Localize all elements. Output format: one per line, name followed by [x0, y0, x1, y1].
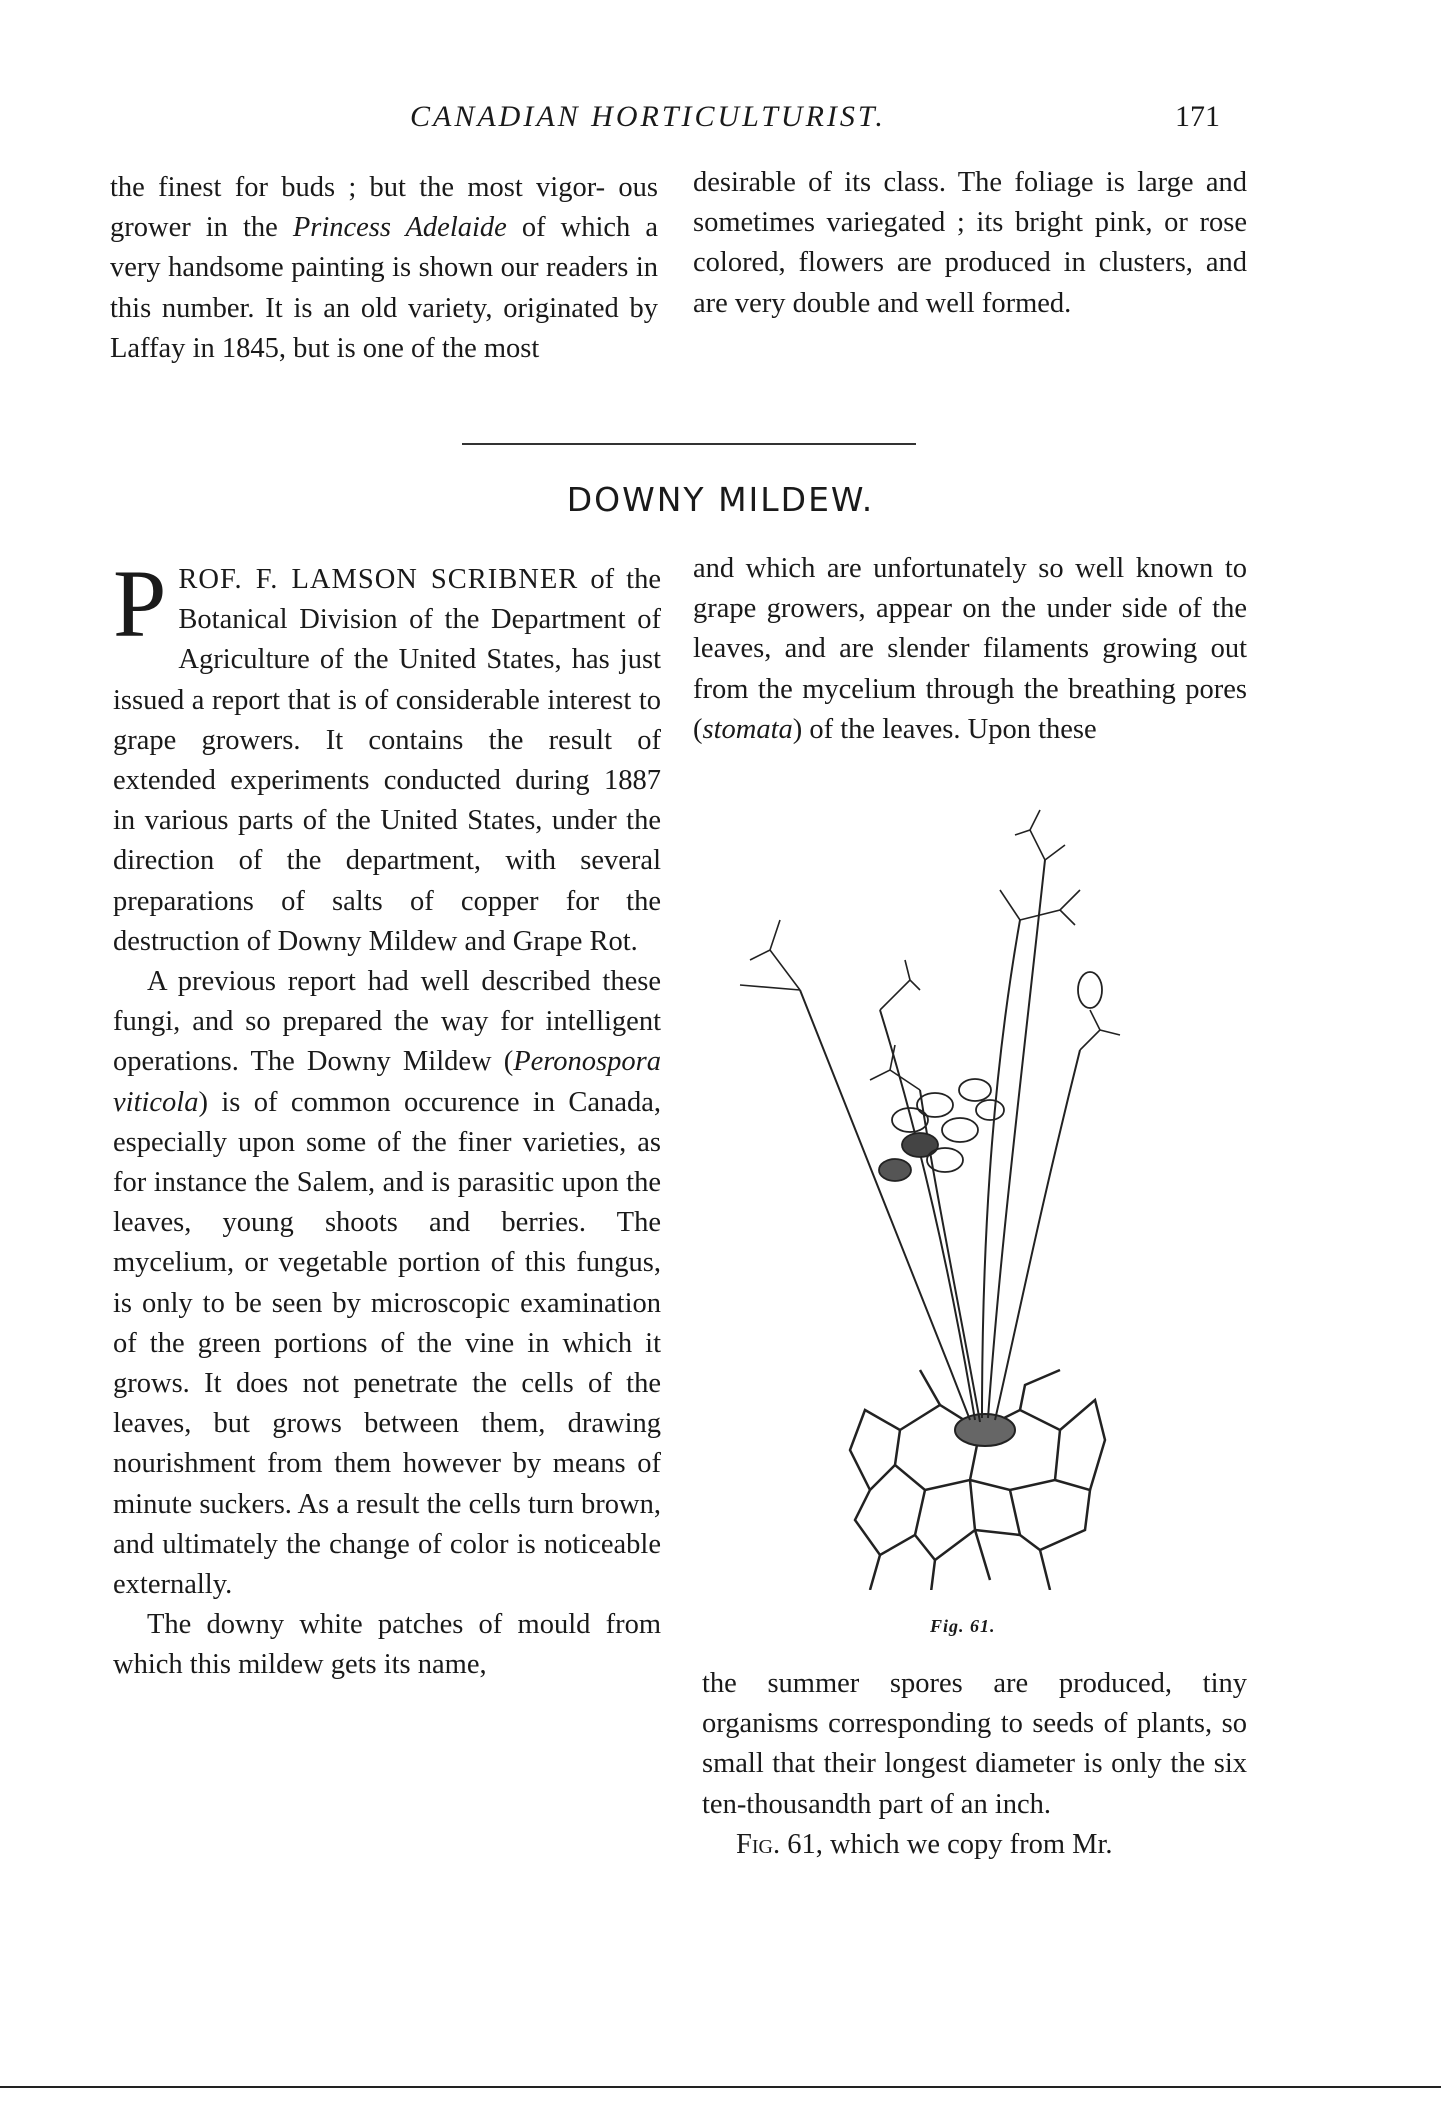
drop-cap: P: [113, 550, 167, 657]
journal-title: CANADIAN HORTICULTURIST.: [410, 100, 886, 133]
fungus-illustration: [720, 790, 1220, 1590]
article-right-column-bottom: [702, 1664, 1247, 1865]
paragraph-3: The downy white patches of mould from which this mildew gets its name,: [113, 1609, 661, 1681]
bottom-edge-line: [0, 2086, 1441, 2088]
paragraph-right-2: the summer spores are produced, tiny organisms corresponding to seeds of plants, so small that their longest diameter is only the six ten-thousandth part of an inch.: [702, 1668, 1247, 1820]
branch-tips: [740, 810, 1120, 1090]
latin-name: Peronospora viticola: [113, 1046, 661, 1118]
paragraph-1: PROF. F. LAMSON SCRIBNER of the Botanical Division of the Department of Agriculture of the United States, has just issued a report that is of considerable interest to grape growers. It contains the result of extended experiments conducted during 1887 in various parts of the United States, under the direction of the department, with several preparations of salts of copper for the destruction of Downy Mildew and Grape Rot.: [113, 550, 662, 957]
figure-reference: Fig. 61,: [736, 1828, 823, 1860]
article-right-column-top: [693, 549, 1247, 750]
peronospora-drawing: [720, 790, 1220, 1590]
filaments: [800, 860, 1080, 1422]
figure-caption: Fig. 61.: [930, 1616, 996, 1636]
top-right-paragraph: desirable of its class. The foliage is large and sometimes variegated ; its bright pink, or rose colored, flowers are produced in clusters, and are very double and well formed.: [693, 167, 1247, 319]
paragraph-right-1: and which are unfortunately so well known to grape growers, appear on the under side of the leaves, and are slender filaments growing out from the mycelium through the breathing pores (stomata) of the leaves. Upon these: [693, 553, 1247, 745]
top-left-column: [110, 168, 658, 369]
spores: [879, 972, 1102, 1181]
section-divider: [462, 443, 916, 445]
page-number: 171: [1175, 100, 1220, 133]
article-title: DOWNY MILDEW.: [566, 480, 875, 519]
opening-caps: ROF. F. LAMSON SCRIBNER: [178, 564, 579, 595]
rose-name: Princess Adelaide: [292, 212, 507, 244]
paragraph-2: A previous report had well described these fungi, and so prepared the way for intelligent operations. The Downy Mildew (Peronospora viticola) is of common occurence in Canada, especially upon some of the finer varieties, as for instance the Salem, and is parasitic upon the leaves, young shoots and berries. The mycelium, or vegetable portion of this fungus, is only to be seen by microscopic examination of the green portions of the vine in which it grows. It does not penetrate the cells of the leaves, but grows between them, drawing nourishment from them however by means of minute suckers. As a result the cells turn brown, and ultimately the change of color is noticeable externally.: [113, 966, 661, 1601]
stoma: [955, 1414, 1015, 1446]
paragraph-right-3: Fig. 61, which we copy from Mr.: [736, 1828, 1113, 1860]
running-head: [0, 100, 1441, 140]
article-left-column: [113, 550, 662, 1686]
stomata-term: stomata: [702, 713, 793, 745]
top-left-paragraph: the finest for buds ; but the most vigor- ous grower in the Princess Adelaide of which a very handsome painting is shown our readers in this number. It is an old variety, originated by Laffay in 1845, but is one of the most: [110, 172, 659, 364]
top-right-column: [693, 163, 1247, 324]
